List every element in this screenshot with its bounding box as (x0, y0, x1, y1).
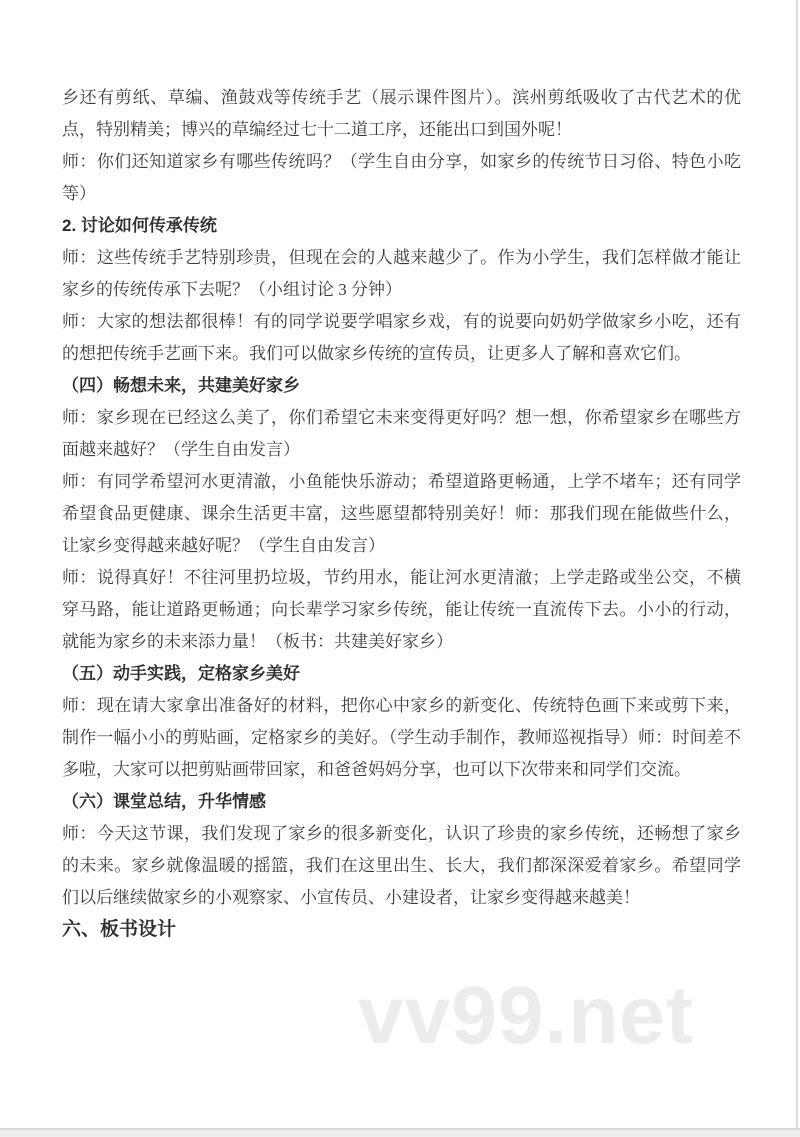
page-bottom-separator (0, 1128, 800, 1137)
heading-section-six: （六）课堂总结，升华情感 (62, 792, 266, 811)
paragraph-teacher-wishes: 师：有同学希望河水更清澈，小鱼能快乐游动；希望道路更畅通，上学不堵车；还有同学希望食品更健康、课余生活更丰富，这些愿望都特别美好！师：那我们现在能做些什么，让家乡变得越来越好呢？（学生自由发言） (62, 472, 741, 555)
paragraph-continued-crafts: 乡还有剪纸、草编、渔鼓戏等传统手艺（展示课件图片）。滨州剪纸吸收了古代艺术的优点，特别精美；博兴的草编经过七十二道工序，还能出口到国外呢！ (62, 88, 741, 139)
page-edge-line (796, 0, 798, 1128)
paragraph-teacher-discuss: 师：这些传统手艺特别珍贵，但现在会的人越来越少了。作为小学生，我们怎样做才能让家乡的传统传承下去呢？（小组讨论 3 分钟） (62, 248, 741, 299)
heading-section-five: （五）动手实践，定格家乡美好 (62, 664, 300, 683)
paragraph-teacher-actions: 师：说得真好！不往河里扔垃圾，节约用水，能让河水更清澈；上学走路或坐公交，不横穿马路，能让道路更畅通；向长辈学习家乡传统，能让传统一直流传下去。小小的行动，就能为家乡的未来添力量！（板书：共建美好家乡） (62, 568, 741, 651)
heading-section-four: （四）畅想未来，共建美好家乡 (62, 376, 300, 395)
heading-blackboard-design: 六、板书设计 (62, 919, 177, 940)
paragraph-teacher-praise: 师：大家的想法都很棒！有的同学说要学唱家乡戏，有的说要向奶奶学做家乡小吃，还有的想把传统手艺画下来。我们可以做家乡传统的宣传员，让更多人了解和喜欢它们。 (62, 312, 741, 363)
watermark-text: vv99.net (358, 970, 695, 1061)
paragraph-teacher-summary: 师：今天这节课，我们发现了家乡的很多新变化，认识了珍贵的家乡传统，还畅想了家乡的未来。家乡就像温暖的摇篮，我们在这里出生、长大，我们都深深爱着家乡。希望同学们以后继续做家乡的小观察家、小宣传员、小建设者，让家乡变得越来越美！ (62, 824, 741, 907)
paragraph-teacher-handicraft: 师：现在请大家拿出准备好的材料，把你心中家乡的新变化、传统特色画下来或剪下来，制作一幅小小的剪贴画，定格家乡的美好。（学生动手制作，教师巡视指导）师：时间差不多啦，大家可以把剪贴画带回家，和爸爸妈妈分享，也可以下次带来和同学们交流。 (62, 696, 741, 779)
heading-discuss-inherit: 2. 讨论如何传承传统 (62, 216, 217, 235)
paragraph-teacher-future: 师：家乡现在已经这么美了，你们希望它未来变得更好吗？想一想，你希望家乡在哪些方面越来越好？（学生自由发言） (62, 408, 741, 459)
document-content (62, 82, 741, 946)
paragraph-teacher-question: 师：你们还知道家乡有哪些传统吗？（学生自由分享，如家乡的传统节日习俗、特色小吃等） (62, 152, 741, 203)
